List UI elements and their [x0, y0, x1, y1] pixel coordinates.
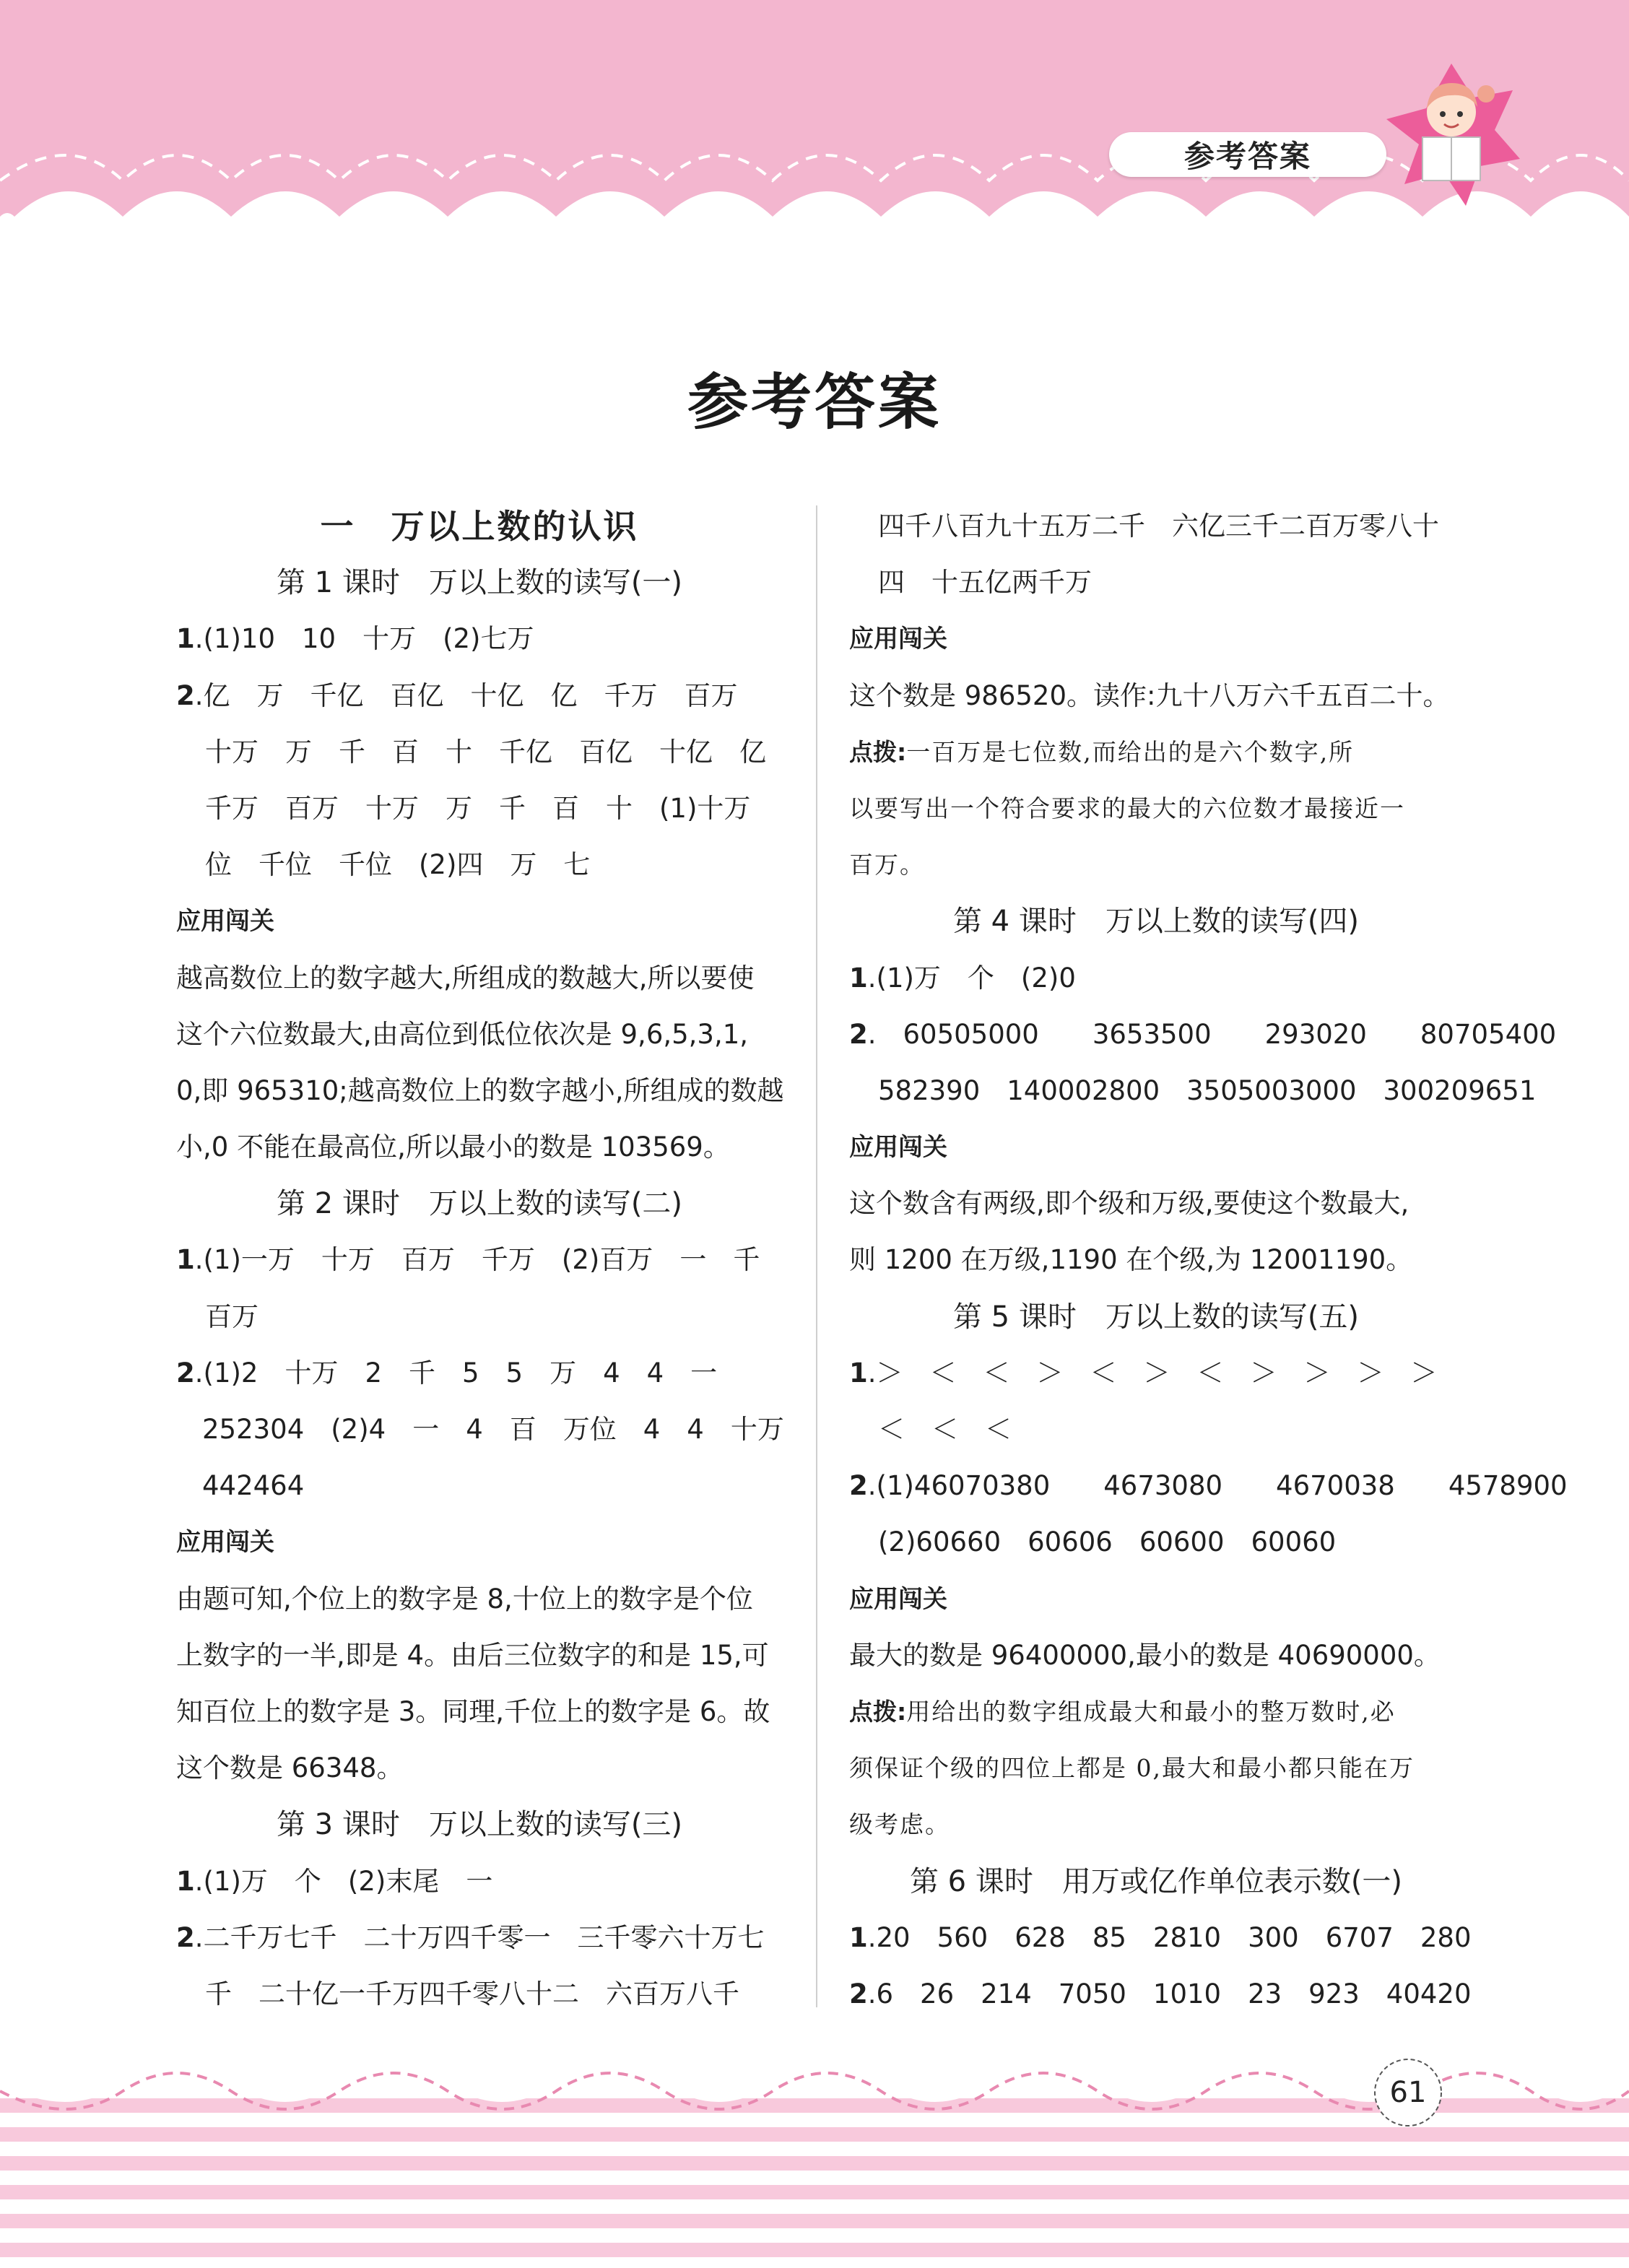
lesson-5-q2: 2.(1)46070380 4673080 4670038 4578900 [849, 1470, 1568, 1502]
lesson-4-q2-cont: 582390 140002800 3505003000 300209651 [878, 1074, 1537, 1106]
lesson-1-q2-cont: 位 千位 千位 (2)四 万 七 [205, 849, 591, 881]
app-label: 应用闯关 [849, 1133, 947, 1163]
lesson-4-q1: 1.(1)万 个 (2)0 [849, 962, 1076, 994]
lesson-2-app-text: 知百位上的数字是 3。同理,千位上的数字是 6。故 [176, 1695, 770, 1727]
lesson-5-title: 第 5 课时 万以上数的读写(五) [952, 1300, 1360, 1334]
lesson-2-title: 第 2 课时 万以上数的读写(二) [276, 1187, 683, 1221]
lesson-6-title: 第 6 课时 用万或亿作单位表示数(一) [909, 1864, 1403, 1898]
header-banner [0, 0, 1629, 249]
app-label: 应用闯关 [176, 907, 274, 937]
lesson-4-app-text: 这个数含有两级,即个级和万级,要使这个数最大, [849, 1188, 1409, 1220]
header-answer-label: 参考答案 [1109, 132, 1386, 177]
lesson-3-q2-cont: 千 二十亿一千万四千零八十二 六百万八千 [205, 1978, 739, 2010]
lesson-1-q2-cont: 千万 百万 十万 万 千 百 十 (1)十万 [205, 792, 751, 824]
lesson-3-hint: 百万。 [849, 851, 925, 879]
lesson-3-q2-cont: 四 十五亿两千万 [878, 567, 1092, 599]
lesson-3-q1: 1.(1)万 个 (2)末尾 一 [176, 1865, 493, 1897]
lesson-2-q2-cont: 442464 [202, 1470, 305, 1502]
column-divider [816, 505, 817, 2007]
lesson-1-app-text: 0,即 965310;越高数位上的数字越小,所组成的数越 [176, 1074, 784, 1106]
lesson-5-q1: 1.＞ ＜ ＜ ＞ ＜ ＞ ＜ ＞ ＞ ＞ ＞ [849, 1357, 1438, 1389]
page-title: 参考答案 [687, 366, 942, 438]
lesson-1-q2: 2.亿 万 千亿 百亿 十亿 亿 千万 百万 [176, 679, 738, 711]
lesson-4-title: 第 4 课时 万以上数的读写(四) [952, 905, 1360, 939]
lesson-3-title: 第 3 课时 万以上数的读写(三) [276, 1808, 683, 1842]
lesson-5-hint: 点拨:用给出的数字组成最大和最小的整万数时,必 [849, 1697, 1396, 1726]
girl-reading-mascot-icon [1379, 58, 1524, 209]
lesson-6-q1: 1.20 560 628 85 2810 300 6707 280 [849, 1921, 1472, 1953]
lesson-2-q1: 1.(1)一万 十万 百万 千万 (2)百万 一 千 [176, 1244, 760, 1276]
lesson-3-hint: 以要写出一个符合要求的最大的六位数才最接近一 [849, 794, 1405, 822]
lesson-6-q2: 2.6 26 214 7050 1010 23 923 40420 [849, 1978, 1472, 2010]
left-column [176, 498, 783, 2022]
lesson-1-title: 第 1 课时 万以上数的读写(一) [276, 566, 683, 600]
lesson-5-hint: 级考虑。 [849, 1810, 950, 1839]
app-label: 应用闯关 [849, 1584, 947, 1614]
lesson-3-app-text: 这个数是 986520。读作:九十八万六千五百二十。 [849, 679, 1450, 711]
lesson-3-hint: 点拨:一百万是七位数,而给出的是六个数字,所 [849, 737, 1355, 766]
lesson-5-app-text: 最大的数是 96400000,最小的数是 40690000。 [849, 1639, 1441, 1671]
app-label: 应用闯关 [849, 625, 947, 654]
lesson-2-q2: 2.(1)2 十万 2 千 5 5 万 4 4 一 [176, 1357, 718, 1389]
lesson-2-app-text: 这个数是 66348。 [176, 1752, 404, 1784]
lesson-5-hint: 须保证个级的四位上都是 0,最大和最小都只能在万 [849, 1754, 1415, 1783]
page-number: 61 [1389, 2076, 1427, 2109]
app-label: 应用闯关 [176, 1528, 274, 1557]
lesson-1-q2-cont: 十万 万 千 百 十 千亿 百亿 十亿 亿 [205, 736, 766, 768]
lesson-3-q2: 2.二千万七千 二十万四千零一 三千零六十万七 [176, 1921, 765, 1953]
unit-heading: 一 万以上数的认识 [320, 507, 639, 546]
lesson-4-q2: 2. 60505000 3653500 293020 80705400 [849, 1018, 1557, 1050]
lesson-2-q1-cont: 百万 [205, 1300, 259, 1332]
lesson-1-app-text: 小,0 不能在最高位,所以最小的数是 103569。 [176, 1131, 730, 1163]
lesson-2-app-text: 由题可知,个位上的数字是 8,十位上的数字是个位 [176, 1583, 753, 1615]
lesson-4-app-text: 则 1200 在万级,1190 在个级,为 12001190。 [849, 1244, 1413, 1276]
lesson-3-q2-cont: 四千八百九十五万二千 六亿三千二百万零八十 [878, 510, 1439, 542]
lesson-2-app-text: 上数字的一半,即是 4。由后三位数字的和是 15,可 [176, 1639, 769, 1671]
lesson-1-q1: 1.(1)10 10 十万 (2)七万 [176, 623, 534, 655]
right-column [849, 498, 1568, 2022]
lesson-1-app-text: 这个六位数最大,由高位到低位依次是 9,6,5,3,1, [176, 1018, 749, 1050]
lesson-5-q2-cont: (2)60660 60606 60600 60060 [878, 1526, 1337, 1558]
lesson-1-app-text: 越高数位上的数字越大,所组成的数越大,所以要使 [176, 962, 755, 994]
lesson-2-q2-cont: 252304 (2)4 一 4 百 万位 4 4 十万 [202, 1414, 784, 1445]
lesson-5-q1-cont: ＜ ＜ ＜ [878, 1414, 1012, 1445]
